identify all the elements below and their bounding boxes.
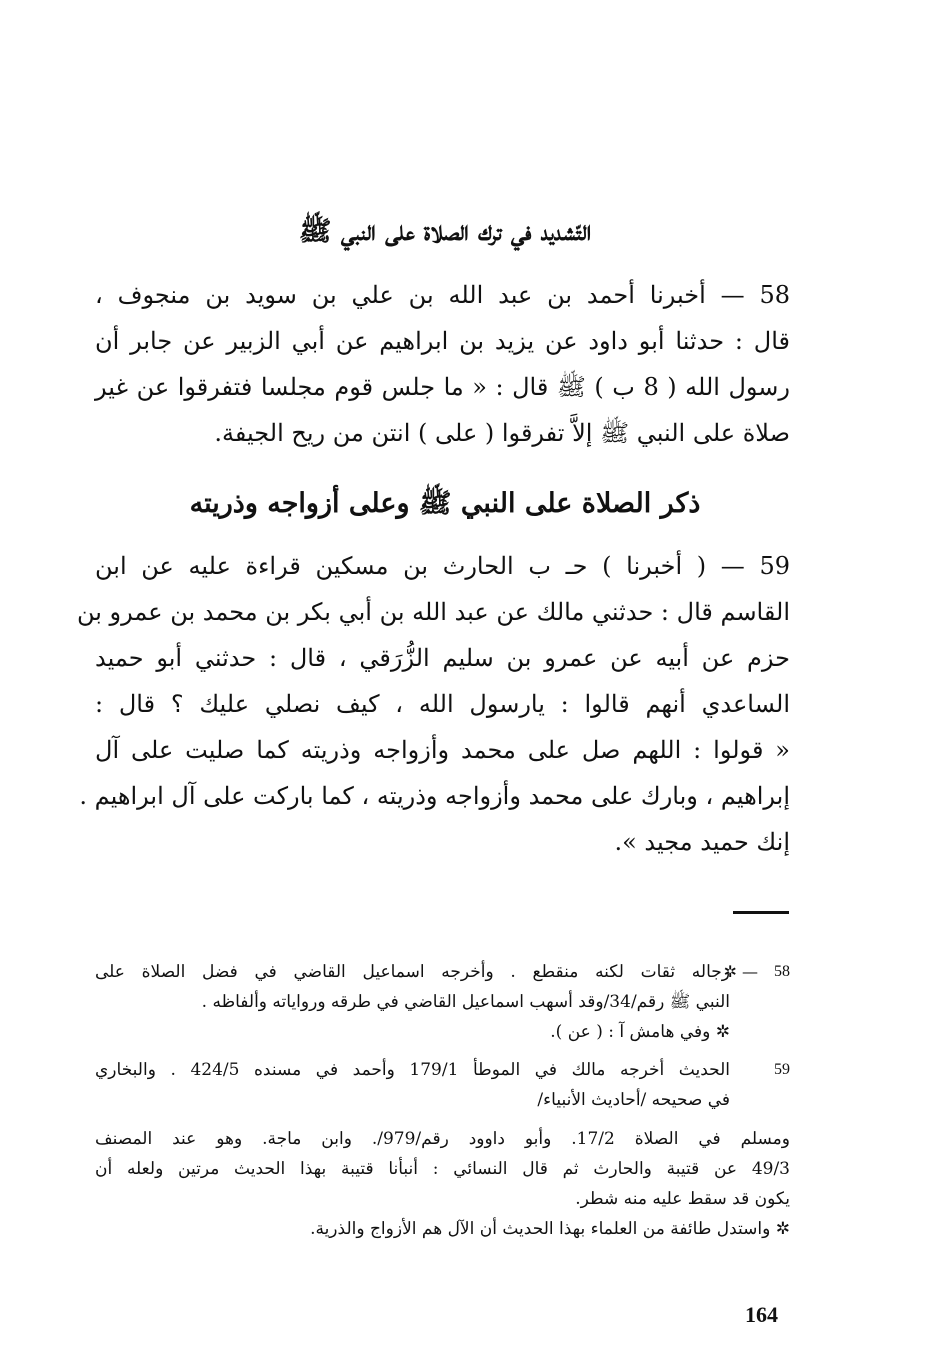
text-line: 58 — أخبرنا أحمد بن عبد الله بن علي بن سويد بن منجوف ، bbox=[95, 281, 790, 309]
footnote-59-continued bbox=[95, 1124, 790, 1246]
footnote-line: رجاله ثقات لكنه منقطع . وأخرجه اسماعيل القاضي في فضل الصلاة على bbox=[95, 962, 730, 982]
footnote-58 bbox=[95, 957, 790, 1049]
footnote-body bbox=[95, 1055, 730, 1115]
footnote-line: ✲ واستدل طائفة من العلماء بهذا الحديث أن الآل هم الأزواج والذرية. bbox=[310, 1219, 790, 1239]
footnote-body bbox=[95, 957, 730, 1047]
footnote-59 bbox=[95, 1055, 790, 1117]
footnote-number: 58 bbox=[774, 963, 790, 980]
text-line: حزم عن أبيه عن عمرو بن سليم الزُّرَقي ، قال : حدثني أبو حميد bbox=[95, 644, 790, 672]
footnote-line: في صحيحه /أحاديث الأنبياء/ bbox=[537, 1090, 730, 1110]
text-line: القاسم قال : حدثني مالك عن عبد الله بن أبي بكر بن محمد بن عمرو بن bbox=[76, 598, 790, 626]
footnote-body bbox=[95, 1124, 790, 1244]
footnote-mark: — ✲ bbox=[723, 962, 758, 981]
hadith-59 bbox=[76, 543, 790, 865]
page-number: 164 bbox=[745, 1302, 778, 1327]
footnote-separator bbox=[733, 911, 789, 914]
hadith-58 bbox=[95, 272, 790, 456]
footnote-number: 59 bbox=[774, 1061, 790, 1078]
text-line: إنك حميد مجيد ». bbox=[614, 828, 790, 856]
text-line: صلاة على النبي ﷺ إلاَّ تفرقوا ( على ) انتن من ريح الجيفة. bbox=[214, 419, 790, 447]
footnote-line: النبي ﷺ رقم/34/وقد أسهب اسماعيل القاضي في طرقه ورواياته وألفاظه . bbox=[201, 992, 730, 1012]
section-heading-2: ذكر الصلاة على النبي ﷺ وعلى أزواجه وذريته bbox=[189, 488, 701, 519]
text-line: رسول الله ( 8 ب ) ﷺ قال : « ما جلس قوم مجلسا فتفرقوا عن غير bbox=[95, 373, 791, 401]
text-line: إبراهيم ، وبارك على محمد وأزواجه وذريته ، كما باركت على آل ابراهيم . bbox=[79, 782, 790, 810]
footnote-line: ✲ وفي هامش آ : ( عن ). bbox=[550, 1022, 730, 1042]
footnote-line: الحديث أخرجه مالك في الموطأ 179/1 وأحمد في مسنده 424/5 . والبخاري bbox=[95, 1060, 730, 1080]
footnote-line: يكون قد سقط عليه منه شطر. bbox=[575, 1189, 790, 1209]
text-line: 59 — ( أخبرنا ) حـ ب الحارث بن مسكين قراءة عليه عن ابن bbox=[95, 552, 790, 580]
text-line: الساعدي أنهم قالوا : يارسول الله ، كيف نصلي عليك ؟ قال : bbox=[95, 690, 790, 718]
text-line: قال : حدثنا أبو داود عن يزيد بن ابراهيم عن أبي الزبير عن جابر أن bbox=[95, 327, 790, 355]
footnote-line: 49/3 عن قتيبة والحارث ثم قال النسائي : أنبأنا قتيبة بهذا الحديث مرتين ولعله أن bbox=[95, 1159, 790, 1179]
footnote-line: ومسلم في الصلاة 17/2. وأبو داوود رقم/979/. وابن ماجة. وهو عند المصنف bbox=[95, 1129, 790, 1149]
section-heading-1: التّشديد في ترك الصلاة على النبي ﷺ bbox=[298, 216, 592, 247]
text-line: « قولوا : اللهم صل على محمد وأزواجه وذريته كما صليت على آل bbox=[95, 736, 790, 764]
